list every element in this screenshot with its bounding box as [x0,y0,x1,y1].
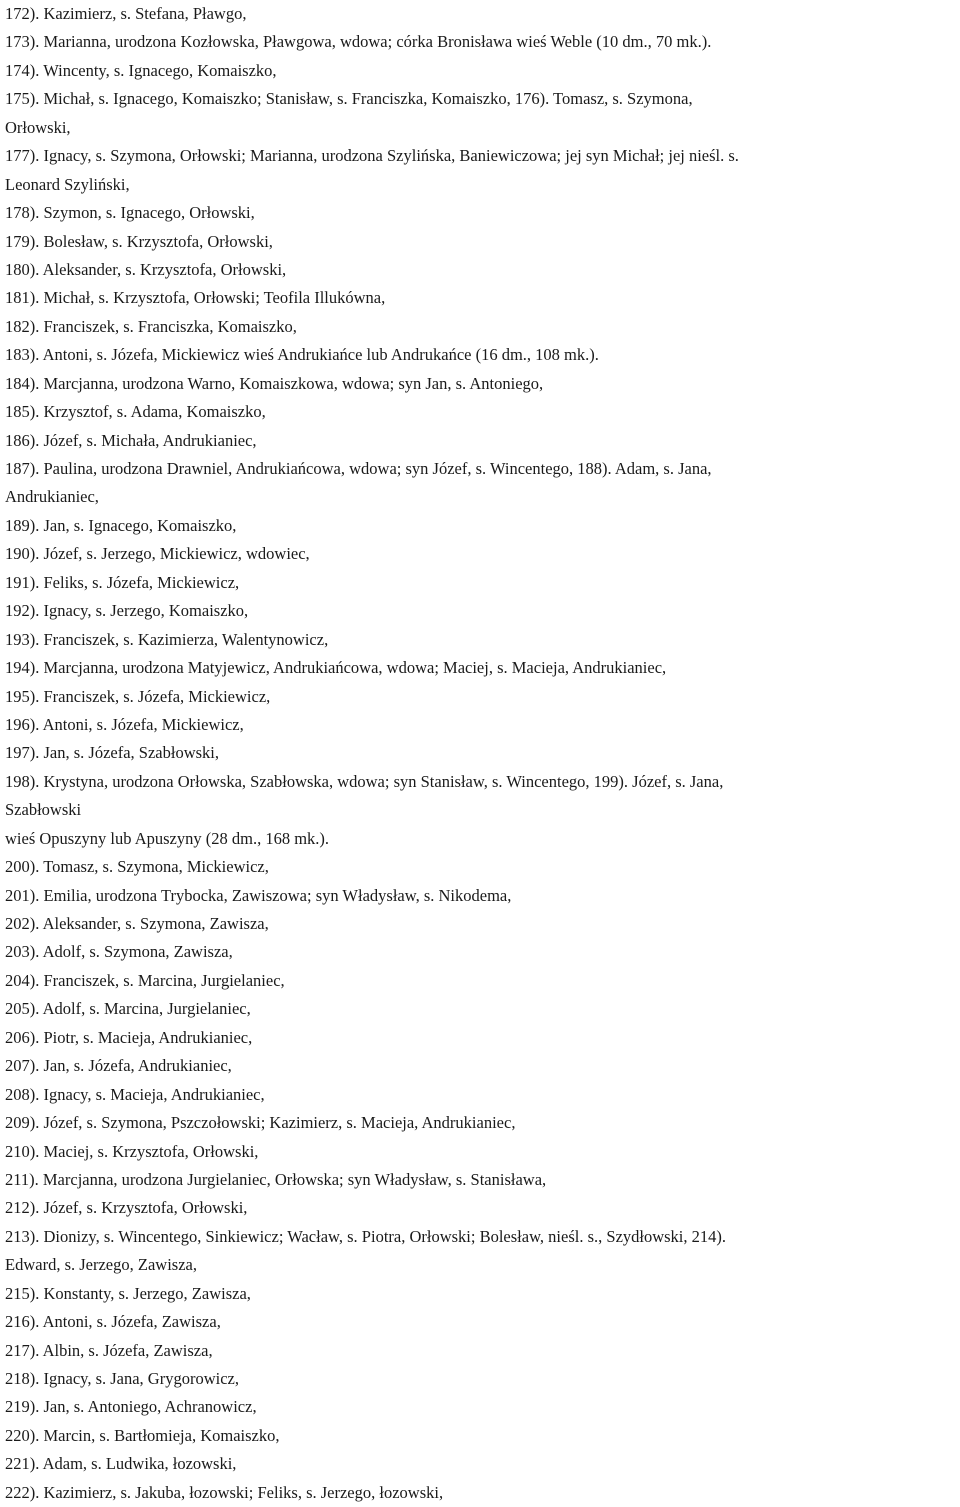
text-line: 179). Bolesław, s. Krzysztofa, Orłowski, [5,231,273,251]
text-line: 196). Antoni, s. Józefa, Mickiewicz, [5,714,244,734]
text-line: 189). Jan, s. Ignacego, Komaiszko, [5,515,237,535]
text-line: 200). Tomasz, s. Szymona, Mickiewicz, [5,857,269,877]
text-line: 215). Konstanty, s. Jerzego, Zawisza, [5,1283,251,1303]
text-line: 204). Franciszek, s. Marcina, Jurgielaniec, [5,970,285,990]
text-line: 190). Józef, s. Jerzego, Mickiewicz, wdowiec, [5,544,310,564]
text-line: 206). Piotr, s. Macieja, Andrukianiec, [5,1027,253,1047]
text-line: 177). Ignacy, s. Szymona, Orłowski; Marianna, urodzona Szylińska, Baniewiczowa; jej syn Michał; jej nieśl. s. [5,146,739,166]
text-line: 174). Wincenty, s. Ignacego, Komaiszko, [5,60,277,80]
text-line: 216). Antoni, s. Józefa, Zawisza, [5,1312,221,1332]
text-line: Szabłowski [5,800,82,820]
text-line: 183). Antoni, s. Józefa, Mickiewicz wieś Andrukiańce lub Andrukańce (16 dm., 108 mk.). [5,345,599,365]
text-line: 202). Aleksander, s. Szymona, Zawisza, [5,914,269,933]
text-line: 203). Adolf, s. Szymona, Zawisza, [5,942,233,962]
text-line: 220). Marcin, s. Bartłomieja, Komaiszko, [5,1425,280,1445]
text-line: 194). Marcjanna, urodzona Matyjewicz, Andrukiańcowa, wdowa; Maciej, s. Macieja, Andrukianiec, [5,658,667,678]
text-line: 207). Jan, s. Józefa, Andrukianiec, [5,1056,232,1076]
text-line: 197). Jan, s. Józefa, Szabłowski, [5,743,220,763]
text-line: 182). Franciszek, s. Franciszka, Komaiszko, [5,316,297,336]
text-line: 178). Szymon, s. Ignacego, Orłowski, [5,203,255,223]
text-line: 211). Marcjanna, urodzona Jurgielaniec, Orłowska; syn Władysław, s. Stanisława, [5,1169,547,1189]
text-line: 172). Kazimierz, s. Stefana, Pławgo, [5,4,247,23]
text-line: 191). Feliks, s. Józefa, Mickiewicz, [5,572,240,592]
text-line: 218). Ignacy, s. Jana, Grygorowicz, [5,1369,239,1388]
text-line: 210). Maciej, s. Krzysztofa, Orłowski, [5,1141,259,1161]
text-line: Leonard Szyliński, [5,174,130,194]
text-line: 185). Krzysztof, s. Adama, Komaiszko, [5,402,266,422]
text-line: 212). Józef, s. Krzysztofa, Orłowski, [5,1198,248,1218]
text-line: 193). Franciszek, s. Kazimierza, Walentynowicz, [5,629,329,649]
text-line: 181). Michał, s. Krzysztofa, Orłowski; Teofila Illukówna, [5,288,386,308]
text-line: 180). Aleksander, s. Krzysztofa, Orłowski, [5,259,287,279]
text-line: wieś Opuszyny lub Apuszyny (28 dm., 168 mk.). [5,828,330,848]
text-line: 208). Ignacy, s. Macieja, Andrukianiec, [5,1084,265,1104]
text-line: 219). Jan, s. Antoniego, Achranowicz, [5,1397,257,1417]
text-line: 173). Marianna, urodzona Kozłowska, Pławgowa, wdowa; córka Bronisława wieś Weble (10 dm., 70 mk.). [5,32,712,52]
text-line: Andrukianiec, [5,487,99,507]
text-line: 201). Emilia, urodzona Trybocka, Zawiszowa; syn Władysław, s. Nikodema, [5,885,512,905]
text-line: 184). Marcjanna, urodzona Warno, Komaiszkowa, wdowa; syn Jan, s. Antoniego, [5,373,544,393]
text-line: Edward, s. Jerzego, Zawisza, [5,1255,197,1275]
text-line: 221). Adam, s. Ludwika, łozowski, [5,1454,237,1474]
text-line: 217). Albin, s. Józefa, Zawisza, [5,1340,213,1360]
text-line: 198). Krystyna, urodzona Orłowska, Szabłowska, wdowa; syn Stanisław, s. Wincentego, 199). Józef, s. Jana, [5,771,724,791]
text-line: 187). Paulina, urodzona Drawniel, Andrukiańcowa, wdowa; syn Józef, s. Wincentego, 188). Adam, s. Jana, [5,459,712,478]
text-line: 209). Józef, s. Szymona, Pszczołowski; Kazimierz, s. Macieja, Andrukianiec, [5,1113,516,1133]
text-line: 192). Ignacy, s. Jerzego, Komaiszko, [5,601,249,621]
text-line: 175). Michał, s. Ignacego, Komaiszko; Stanisław, s. Franciszka, Komaiszko, 176). Tomasz, s. Szymona, [5,89,693,109]
text-line: 195). Franciszek, s. Józefa, Mickiewicz, [5,686,271,706]
text-line: Orłowski, [5,117,71,137]
text-line: 205). Adolf, s. Marcina, Jurgielaniec, [5,999,251,1019]
text-line: 186). Józef, s. Michała, Andrukianiec, [5,430,257,450]
text-line: 222). Kazimierz, s. Jakuba, łozowski; Feliks, s. Jerzego, łozowski, [5,1482,444,1502]
text-line: 213). Dionizy, s. Wincentego, Sinkiewicz; Wacław, s. Piotra, Orłowski; Bolesław, nieśl. s., Szydłowski, 214). [5,1226,727,1246]
document-body [5,0,955,1507]
